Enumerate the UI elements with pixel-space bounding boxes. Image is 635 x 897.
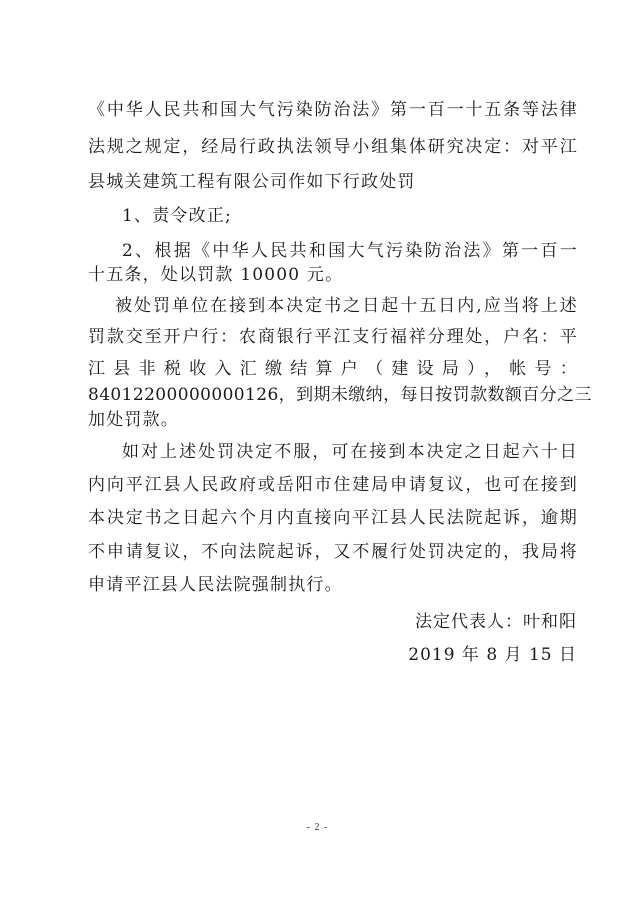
paragraph-appeal-line-4: 不申请复议，不向法院起诉，又不履行处罚决定的，我局将 (88, 542, 578, 562)
item-2-line-1: 2、根据《中华人民共和国大气污染防治法》第一百一 (122, 241, 578, 261)
paragraph-1-line-1: 《中华人民共和国大气污染防治法》第一百一十五条等法律 (88, 100, 578, 120)
paragraph-appeal-line-3: 本决定书之日起六个月内直接向平江县人民法院起诉，逾期 (88, 508, 578, 528)
item-2-line-2: 十五条，处以罚款 10000 元。 (88, 265, 344, 285)
page-number: - 2 - (306, 822, 329, 833)
paragraph-payment-line-4: 84012200000000126，到期未缴纳，每日按罚款数额百分之三 (88, 385, 592, 405)
item-1: 1、责令改正; (122, 206, 232, 226)
paragraph-appeal-line-2: 内向平江县人民政府或岳阳市住建局申请复议，也可在接到 (88, 475, 578, 495)
paragraph-1-line-2: 法规之规定，经局行政执法领导小组集体研究决定：对平江 (88, 137, 578, 157)
signature-date: 2019 年 8 月 15 日 (408, 645, 577, 665)
paragraph-payment-line-5: 加处罚款。 (88, 410, 179, 430)
paragraph-1-line-3: 县城关建筑工程有限公司作如下行政处罚 (88, 172, 416, 192)
paragraph-appeal-line-1: 如对上述处罚决定不服，可在接到本决定之日起六十日 (122, 442, 578, 462)
paragraph-payment-line-1: 被处罚单位在接到本决定书之日起十五日内,应当将上述 (115, 296, 578, 316)
paragraph-payment-line-3: 江县非税收入汇缴结算户（建设局），帐号： (88, 359, 578, 379)
paragraph-payment-line-2: 罚款交至开户行：农商银行平江支行福祥分理处，户名：平 (88, 327, 578, 347)
paragraph-appeal-line-5: 申请平江县人民法院强制执行。 (88, 575, 343, 595)
legal-representative: 法定代表人：叶和阳 (415, 612, 577, 632)
